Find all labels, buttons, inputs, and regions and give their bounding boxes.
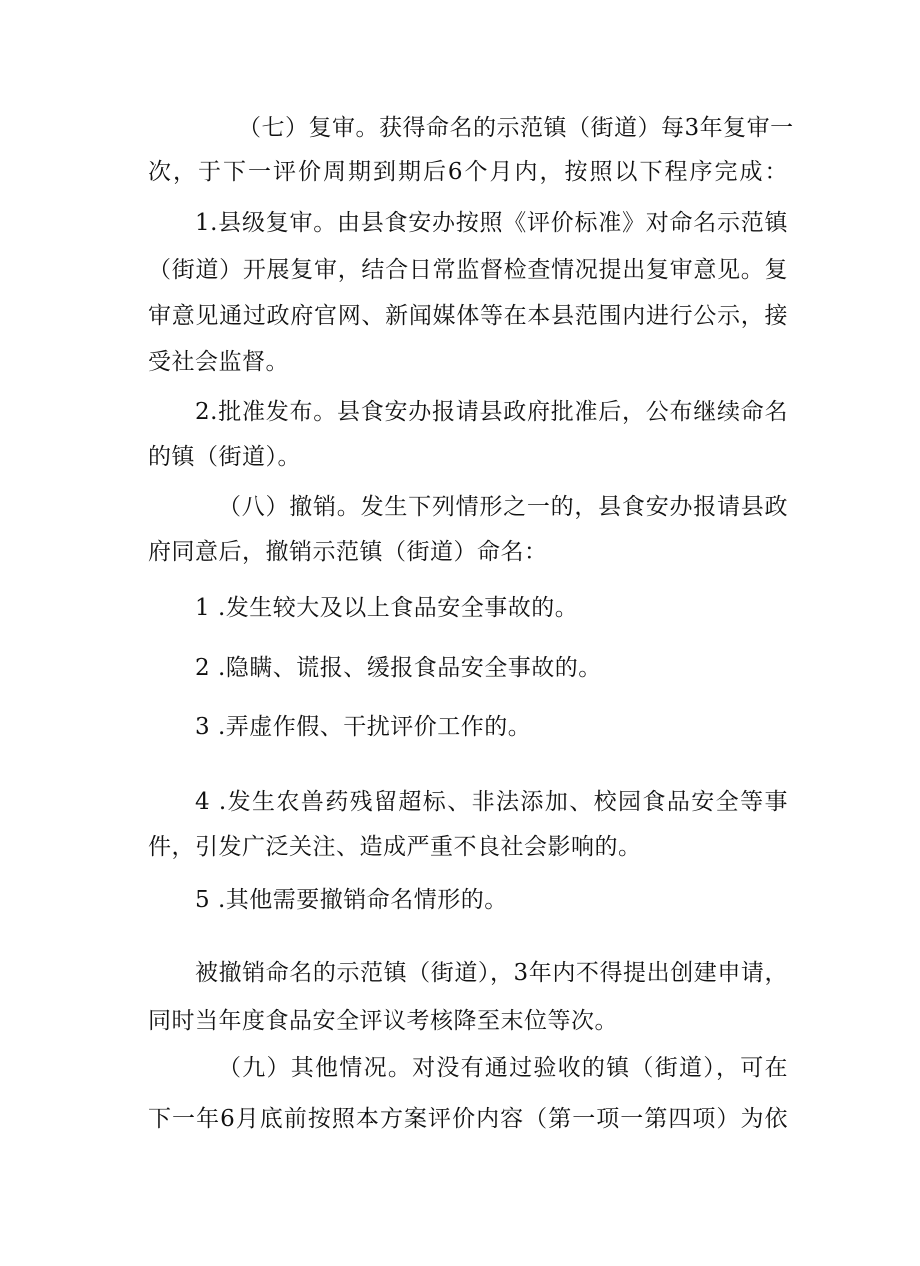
paragraph-line-5: 审意见通过政府官网、新闻媒体等在本县范围内进行公示，接	[148, 303, 788, 329]
paragraph-line-11: 被撤销命名的示范镇（街道），3年内不得提出创建申请，	[195, 960, 788, 986]
paragraph-line-3: 1.县级复审。由县食安办按照《评价标准》对命名示范镇	[195, 210, 788, 236]
paragraph-line-2: 次，于下一评价周期到期后6个月内，按照以下程序完成：	[148, 159, 788, 185]
list-item-5: 5 .其他需要撤销命名情形的。	[195, 887, 508, 913]
list-item-3: 3 .弄虚作假、干扰评价工作的。	[195, 714, 532, 740]
paragraph-line-14: 下一年6月底前按照本方案评价内容（第一项一第四项）为依	[148, 1106, 788, 1132]
list-item-1: 1 .发生较大及以上食品安全事故的。	[195, 595, 579, 621]
paragraph-line-13: （九）其他情况。对没有通过验收的镇（街道），可在	[218, 1055, 788, 1081]
paragraph-line-1: （七）复审。获得命名的示范镇（街道）每3年复审一	[238, 115, 794, 141]
paragraph-line-4: （街道）开展复审，结合日常监督检查情况提出复审意见。复	[148, 257, 788, 283]
list-item-4-line-2: 件，引发广泛关注、造成严重不良社会影响的。	[148, 834, 642, 860]
paragraph-line-9: （八）撤销。发生下列情形之一的，县食安办报请县政	[218, 494, 788, 520]
paragraph-line-7: 2.批准发布。县食安办报请县政府批准后，公布继续命名	[195, 399, 788, 425]
paragraph-line-6: 受社会监督。	[148, 349, 289, 375]
paragraph-line-8: 的镇（街道）。	[148, 444, 301, 470]
list-item-2: 2 .隐瞒、谎报、缓报食品安全事故的。	[195, 655, 602, 681]
paragraph-line-12: 同时当年度食品安全评议考核降至末位等次。	[148, 1008, 618, 1034]
paragraph-line-10: 府同意后，撤销示范镇（街道）命名：	[148, 539, 548, 565]
list-item-4-line-1: 4 .发生农兽药残留超标、非法添加、校园食品安全等事	[195, 789, 788, 815]
